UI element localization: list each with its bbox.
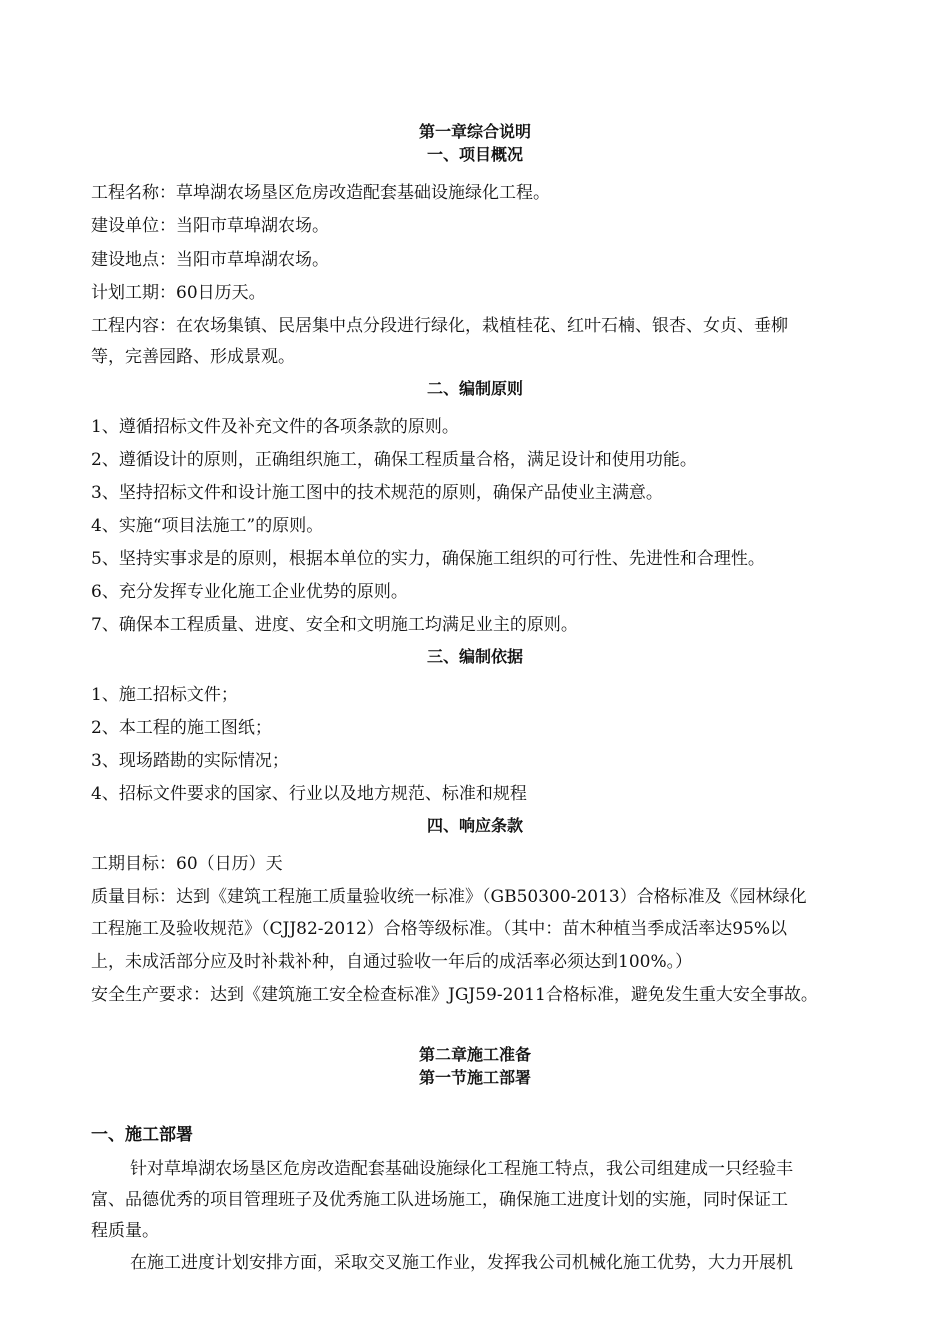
- paragraph-line: 工期目标：60（日历）天: [91, 854, 283, 874]
- list-item: 2、遵循设计的原则，正确组织施工，确保工程质量合格，满足设计和使用功能。: [91, 450, 697, 470]
- chapter2-title: 第二章施工准备: [418, 1045, 531, 1064]
- list-item: 2、本工程的施工图纸；: [91, 718, 272, 738]
- paragraph-line: 质量目标：达到《建筑工程施工质量验收统一标准》（GB50300-2013）合格标准及《园林绿化: [91, 887, 807, 907]
- section-heading-project-overview: 一、项目概况: [426, 145, 523, 164]
- list-item: 3、坚持招标文件和设计施工图中的技术规范的原则，确保产品使业主满意。: [91, 483, 663, 503]
- paragraph-line: 在施工进度计划安排方面，采取交叉施工作业，发挥我公司机械化施工优势，大力开展机: [130, 1253, 793, 1273]
- list-item: 7、确保本工程质量、进度、安全和文明施工均满足业主的原则。: [91, 615, 578, 635]
- list-item: 3、现场踏勘的实际情况；: [91, 751, 289, 771]
- section-heading-basis: 三、编制依据: [426, 647, 523, 666]
- paragraph-line: 建设地点：当阳市草埠湖农场。: [91, 250, 329, 270]
- subsection-heading-deployment: 一、施工部署: [91, 1125, 193, 1145]
- list-item: 1、遵循招标文件及补充文件的各项条款的原则。: [91, 417, 459, 437]
- list-item: 4、招标文件要求的国家、行业以及地方规范、标准和规程: [91, 784, 527, 804]
- section-heading-principles: 二、编制原则: [426, 379, 523, 398]
- paragraph-line: 程质量。: [91, 1221, 159, 1241]
- section-heading-response: 四、响应条款: [426, 816, 523, 835]
- paragraph-line: 工程施工及验收规范》（CJJ82-2012）合格等级标准。（其中：苗木种植当季成活率达95%以: [91, 919, 788, 939]
- paragraph-line: 建设单位：当阳市草埠湖农场。: [91, 216, 329, 236]
- list-item: 6、充分发挥专业化施工企业优势的原则。: [91, 582, 408, 602]
- list-item: 5、坚持实事求是的原则，根据本单位的实力，确保施工组织的可行性、先进性和合理性。: [91, 549, 765, 569]
- paragraph-line: 安全生产要求：达到《建筑施工安全检查标准》JGJ59-2011合格标准，避免发生重大安全事故。: [91, 985, 818, 1005]
- paragraph-line: 针对草埠湖农场垦区危房改造配套基础设施绿化工程施工特点，我公司组建成一只经验丰: [130, 1159, 793, 1179]
- paragraph-line: 上，未成活部分应及时补栽补种，自通过验收一年后的成活率必须达到100%。）: [91, 952, 693, 972]
- paragraph-line: 等，完善园路、形成景观。: [91, 347, 295, 367]
- paragraph-line: 计划工期：60日历天。: [91, 283, 266, 303]
- paragraph-line: 工程名称：草埠湖农场垦区危房改造配套基础设施绿化工程。: [91, 183, 550, 203]
- chapter2-section-title: 第一节施工部署: [418, 1068, 531, 1087]
- list-item: 1、施工招标文件；: [91, 685, 238, 705]
- list-item: 4、实施“项目法施工”的原则。: [91, 516, 324, 536]
- paragraph-line: 工程内容：在农场集镇、民居集中点分段进行绿化，栽植桂花、红叶石楠、银杏、女贞、垂柳: [91, 316, 788, 336]
- chapter1-title: 第一章综合说明: [418, 122, 531, 141]
- paragraph-line: 富、品德优秀的项目管理班子及优秀施工队进场施工，确保施工进度计划的实施，同时保证工: [91, 1190, 788, 1210]
